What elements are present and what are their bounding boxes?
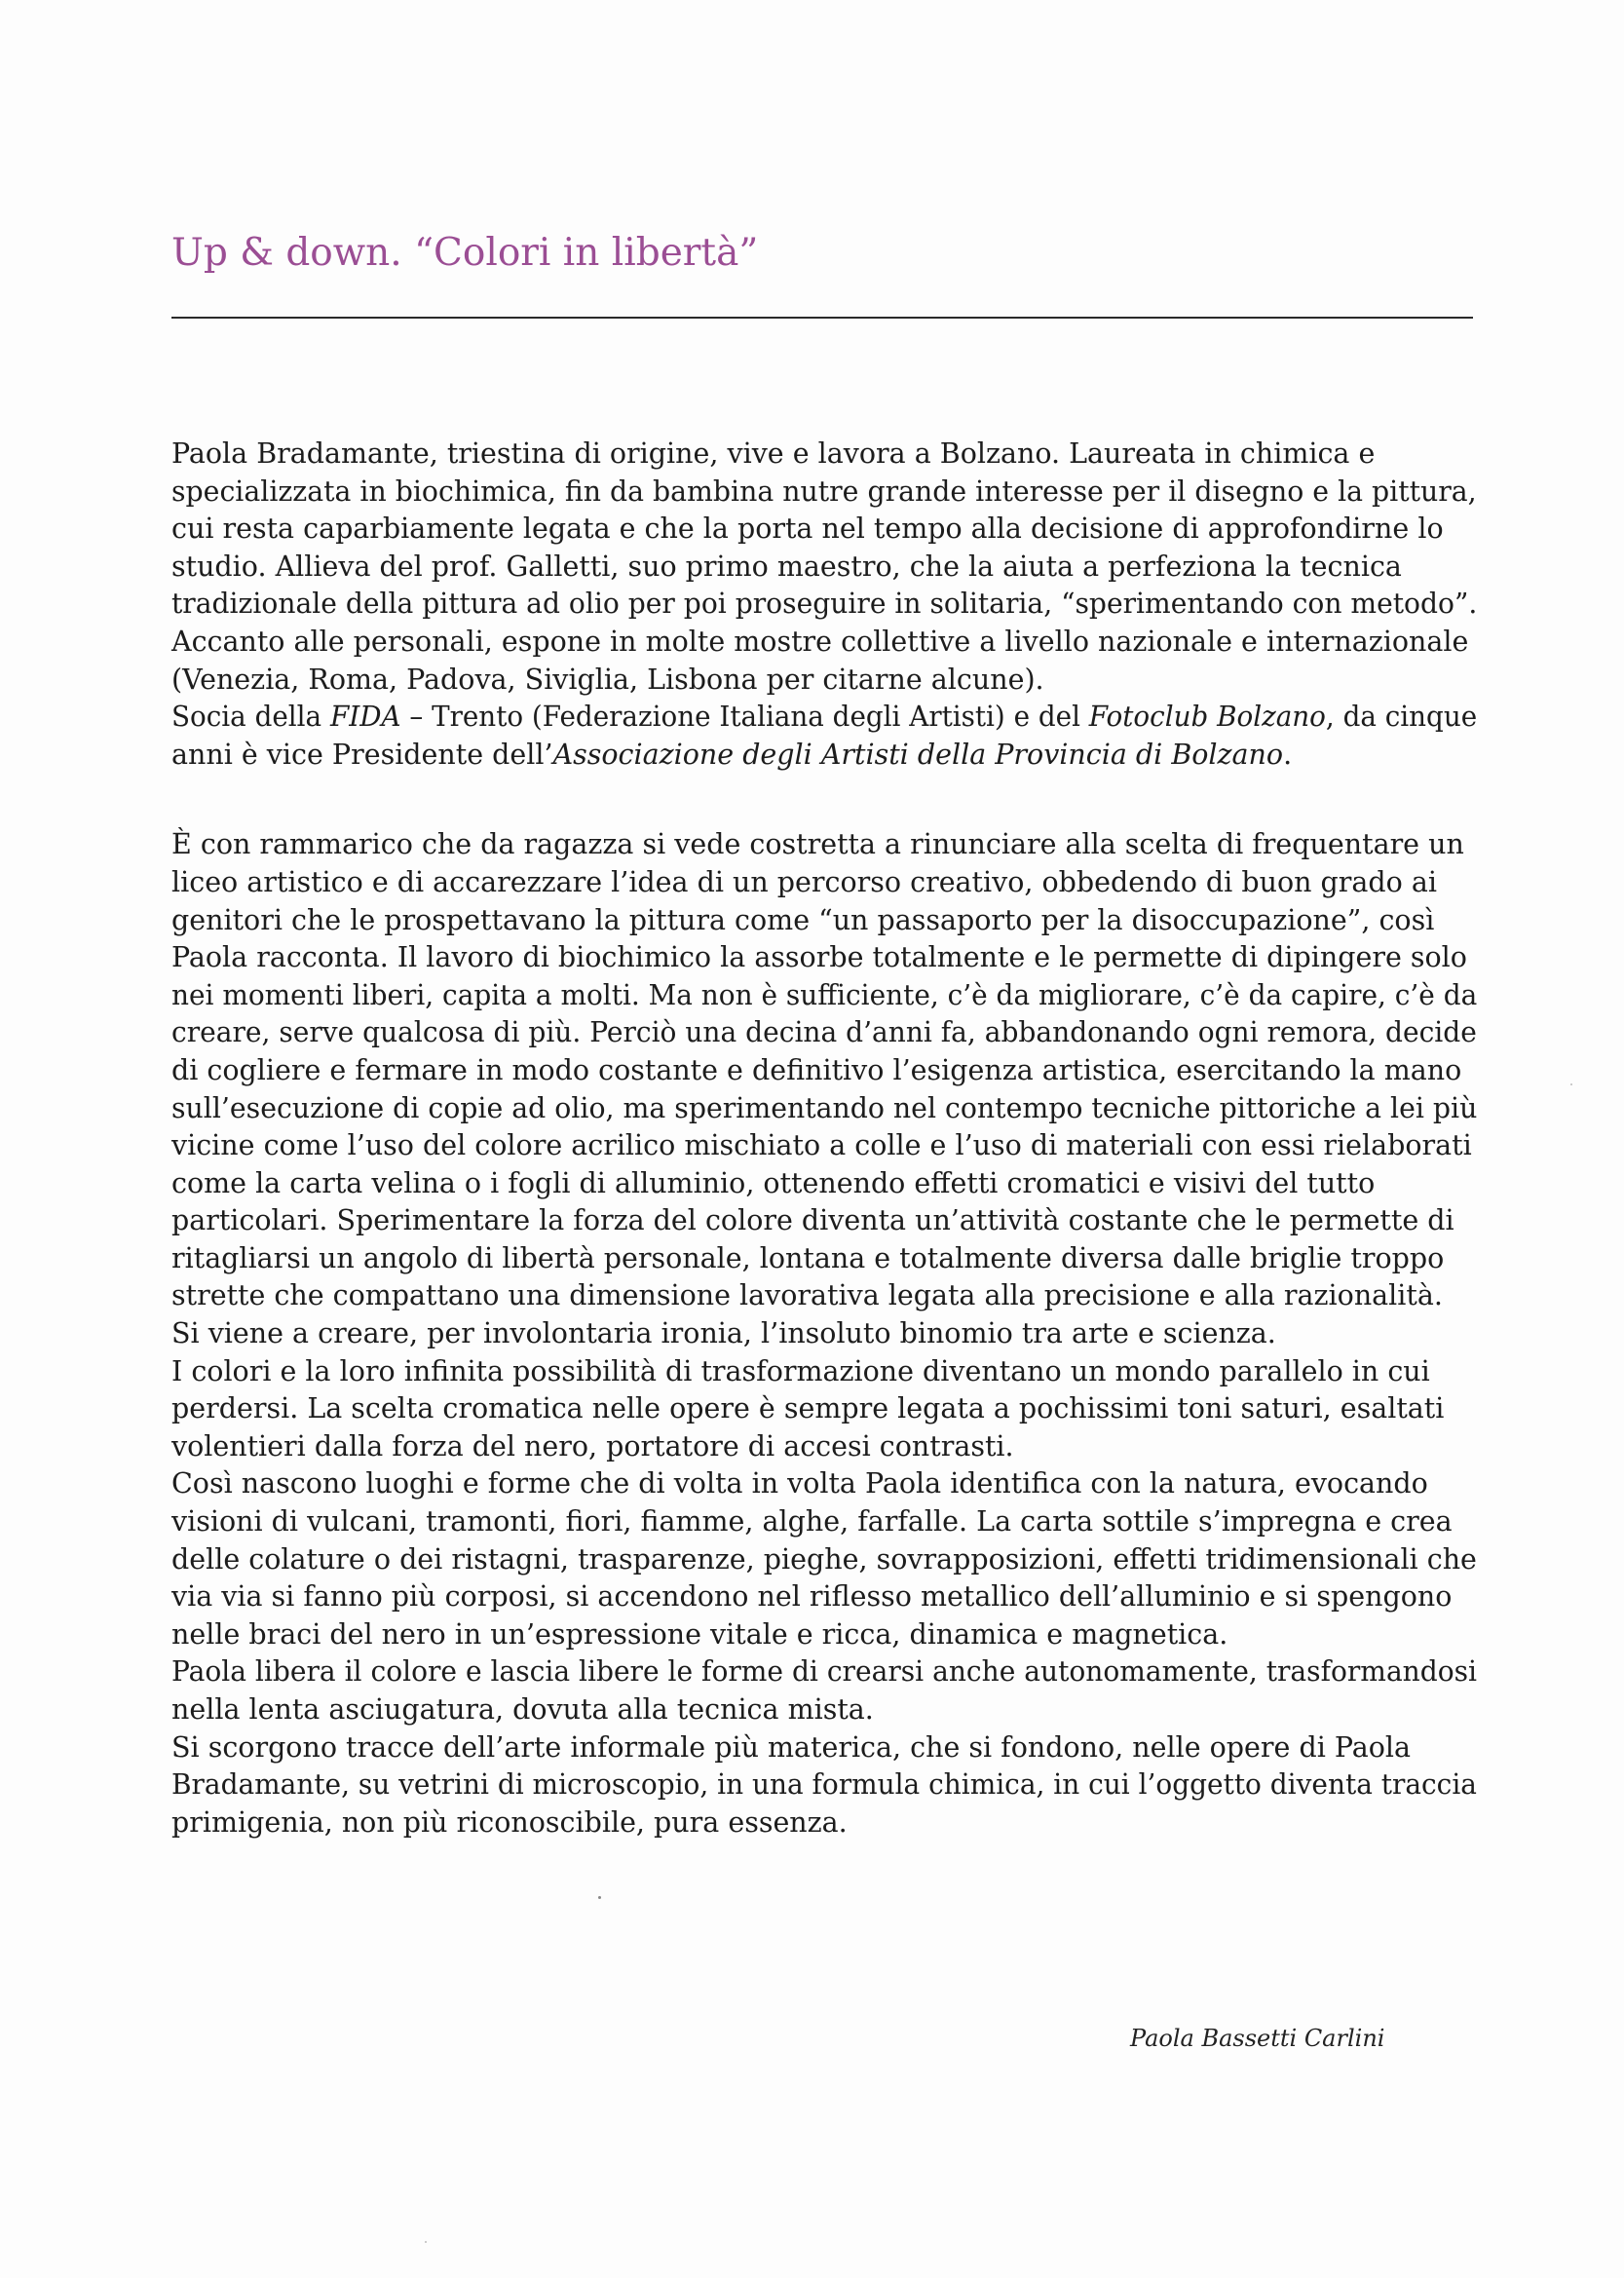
text-line <box>171 902 1477 940</box>
text-run: nei momenti liberi, capita a molti. Ma non è sufficiente, c’è da migliorare, c’è da capire, c’è da <box>171 978 1478 1011</box>
article-body <box>171 436 1477 1841</box>
text-run: Si viene a creare, per involontaria ironia, l’insoluto binomio tra arte e scienza. <box>171 1317 1276 1350</box>
text-run: liceo artistico e di accarezzare l’idea di un percorso creativo, obbedendo di buon grado ai <box>171 865 1437 898</box>
text-run: cui resta caparbiamente legata e che la porta nel tempo alla decisione di approfondirne lo <box>171 513 1444 546</box>
text-line <box>171 1240 1477 1278</box>
text-line <box>171 1691 1477 1729</box>
text-line <box>171 474 1477 512</box>
text-run: primigenia, non più riconoscibile, pura essenza. <box>171 1805 848 1839</box>
text-line <box>171 1766 1477 1804</box>
text-run: nella lenta asciugatura, dovuta alla tecnica mista. <box>171 1693 874 1726</box>
page-title: Up & down. “Colori in libertà” <box>171 231 759 275</box>
text-line <box>171 1052 1477 1090</box>
text-line <box>171 826 1477 864</box>
italic-name: Fotoclub Bolzano <box>1088 701 1326 734</box>
text-run: visioni di vulcani, tramonti, fiori, fiamme, alghe, farfalle. La carta sottile s’impregna e crea <box>171 1505 1453 1538</box>
title-divider <box>171 317 1473 319</box>
text-run: È con rammarico che da ragazza si vede costretta a rinunciare alla scelta di frequentare un <box>171 828 1464 861</box>
text-run: nelle braci del nero in un’espressione vitale e ricca, dinamica e magnetica. <box>171 1617 1228 1651</box>
text-run: I colori e la loro infinita possibilità di trasformazione diventano un mondo parallelo in cui <box>171 1354 1430 1387</box>
scan-speck <box>425 2241 427 2243</box>
text-run: Paola racconta. Il lavoro di biochimico la assorbe totalmente e le permette di dipingere solo <box>171 941 1467 974</box>
text-line <box>171 864 1477 902</box>
text-line <box>171 662 1477 700</box>
text-run: Accanto alle personali, espone in molte mostre collettive a livello nazionale e internazionale <box>171 625 1469 658</box>
text-run: Si scorgono tracce dell’arte informale più materica, che si fondono, nelle opere di Paola <box>171 1730 1412 1764</box>
body-paragraph <box>171 436 1477 774</box>
text-run: vicine come l’uso del colore acrilico mischiato a colle e l’uso di materiali con essi rielaborati <box>171 1129 1472 1162</box>
text-run: . <box>1283 738 1293 771</box>
text-run: strette che compattano una dimensione lavorativa legata alla precisione e alla razionalità. <box>171 1279 1443 1312</box>
text-run: sull’esecuzione di copie ad olio, ma sperimentando nel contempo tecniche pittoriche a lei più <box>171 1091 1478 1124</box>
text-line <box>171 1729 1477 1767</box>
text-run: di cogliere e fermare in modo costante e definitivo l’esigenza artistica, esercitando la mano <box>171 1053 1462 1086</box>
text-run: come la carta velina o i fogli di alluminio, ottenendo effetti cromatici e visivi del tutto <box>171 1166 1376 1199</box>
text-run: Così nascono luoghi e forme che di volta in volta Paola identifica con la natura, evocando <box>171 1467 1428 1500</box>
text-line <box>171 1277 1477 1315</box>
text-line <box>171 1804 1477 1842</box>
text-line <box>171 1090 1478 1128</box>
text-line <box>171 1315 1477 1353</box>
italic-name: Associazione degli Artisti della Provincia di Bolzano <box>552 738 1284 771</box>
text-line <box>171 1465 1477 1503</box>
text-line <box>171 549 1477 587</box>
text-line <box>171 1014 1477 1052</box>
text-run: delle colature o dei ristagni, trasparenze, pieghe, sovrapposizioni, effetti tridimensionali che <box>171 1542 1477 1576</box>
text-run: Socia della <box>171 701 330 734</box>
paragraph-gap <box>171 774 1477 826</box>
text-line <box>171 1541 1477 1579</box>
text-run: perdersi. La scelta cromatica nelle opere è sempre legata a pochissimi toni saturi, esaltati <box>171 1392 1445 1425</box>
text-run: specializzata in biochimica, fin da bambina nutre grande interesse per il disegno e la pittura, <box>171 475 1477 508</box>
text-line <box>171 1202 1477 1240</box>
body-paragraph <box>171 826 1477 1841</box>
text-run: (Venezia, Roma, Padova, Siviglia, Lisbona per citarne alcune). <box>171 663 1044 696</box>
scan-speck <box>598 1896 601 1899</box>
text-run: – Trento (Federazione Italiana degli Artisti) e del <box>400 701 1089 734</box>
text-run: ritagliarsi un angolo di libertà personale, lontana e totalmente diversa dalle briglie troppo <box>171 1241 1445 1274</box>
text-line <box>171 1616 1477 1654</box>
text-line <box>171 511 1477 549</box>
text-line <box>171 1165 1477 1203</box>
text-run: particolari. Sperimentare la forza del colore diventa un’attività costante che le permette di <box>171 1204 1454 1237</box>
text-run: tradizionale della pittura ad olio per poi proseguire in solitaria, “sperimentando con metodo”. <box>171 588 1478 621</box>
text-line <box>171 586 1478 624</box>
text-run: Paola libera il colore e lascia libere le forme di crearsi anche autonomamente, trasformandosi <box>171 1655 1478 1689</box>
text-run: volentieri dalla forza del nero, portatore di accesi contrasti. <box>171 1429 1014 1462</box>
text-line <box>171 1353 1477 1391</box>
italic-name: FIDA <box>329 701 401 734</box>
text-run: genitori che le prospettavano la pittura come “un passaporto per la disoccupazione”, così <box>171 903 1435 936</box>
text-run: studio. Allieva del prof. Galletti, suo primo maestro, che la aiuta a perfeziona la tecnica <box>171 550 1402 583</box>
text-run: Bradamante, su vetrini di microscopio, in una formula chimica, in cui l’oggetto diventa traccia <box>171 1768 1477 1802</box>
text-line <box>171 1653 1478 1691</box>
text-line <box>171 624 1477 662</box>
text-run: , da cinque <box>1325 701 1478 734</box>
text-line <box>171 1390 1477 1428</box>
text-line <box>171 1127 1477 1165</box>
text-line <box>171 1578 1477 1616</box>
text-run: anni è vice Presidente dell’ <box>171 738 553 771</box>
text-line <box>171 436 1477 474</box>
text-line <box>171 1428 1477 1466</box>
text-run: via via si fanno più corposi, si accendono nel riflesso metallico dell’alluminio e si spengono <box>171 1580 1453 1614</box>
text-line <box>171 939 1477 977</box>
text-line <box>171 977 1478 1015</box>
text-run: creare, serve qualcosa di più. Perciò una decina d’anni fa, abbandonando ogni remora, decide <box>171 1016 1477 1049</box>
scan-speck <box>1570 1083 1572 1085</box>
text-run: Paola Bradamante, triestina di origine, vive e lavora a Bolzano. Laureata in chimica e <box>171 437 1376 470</box>
text-line <box>171 737 1477 775</box>
text-line <box>171 1503 1477 1541</box>
author-signature: Paola Bassetti Carlini <box>1130 2025 1385 2052</box>
text-line <box>171 699 1478 737</box>
